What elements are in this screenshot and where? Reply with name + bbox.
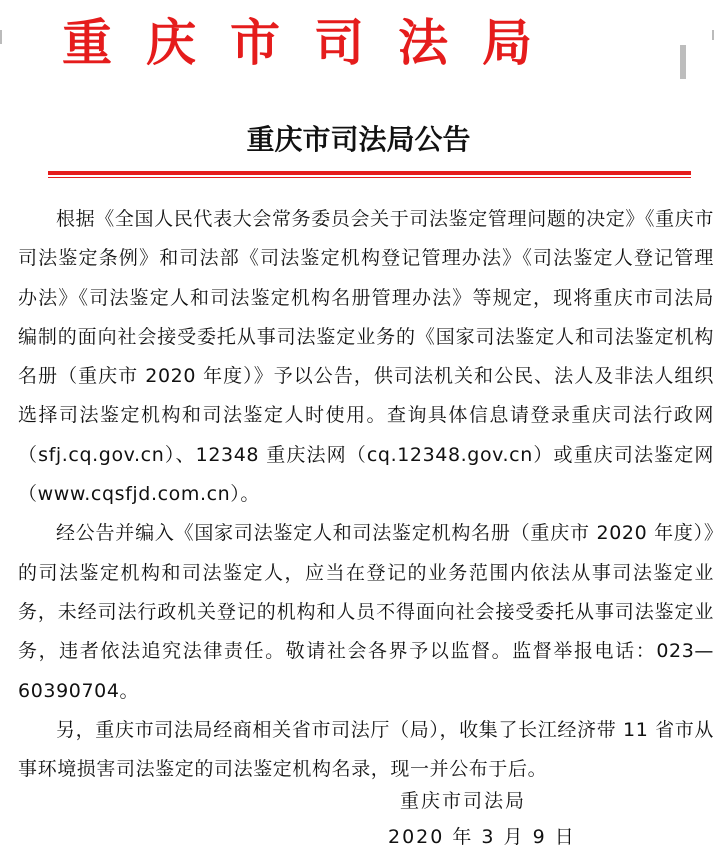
paragraph-1: 根据《全国人民代表大会常务委员会关于司法鉴定管理问题的决定》《重庆市司法鉴定条例》和司法部《司法鉴定机构登记管理办法》《司法鉴定人登记管理办法》《司法鉴定人和司法鉴定机构名册管理办法》等规定，现将重庆市司法局编制的面向社会接受委托从事司法鉴定业务的《国家司法鉴定人和司法鉴定机构名册（重庆市 2020 年度）》予以公告，供司法机关和公民、法人及非法人组织选择司法鉴定机构和司法鉴定人时使用。查询具体信息请登录重庆司法行政网（sfj.cq.gov.cn）、12348 重庆法网（cq.12348.gov.cn）或重庆司法鉴定网（www.cqsfjd.com.cn）。 bbox=[18, 208, 714, 506]
letterhead: 重庆市司法局 bbox=[62, 13, 566, 72]
red-divider-thin bbox=[48, 177, 691, 178]
scrollbar-thumb[interactable] bbox=[680, 45, 686, 79]
notice-body bbox=[18, 200, 714, 789]
page-corner-mark bbox=[0, 30, 2, 44]
page-corner-mark-right bbox=[712, 30, 714, 40]
paragraph-3: 另，重庆市司法局经商相关省市司法厅（局），收集了长江经济带 11 省市从事环境损害司法鉴定的司法鉴定机构名录，现一并公布于后。 bbox=[18, 718, 714, 781]
signature-org: 重庆市司法局 bbox=[400, 790, 527, 812]
notice-title: 重庆市司法局公告 bbox=[246, 123, 471, 156]
signature-date: 2020 年 3 月 9 日 bbox=[388, 826, 576, 848]
red-divider-thick bbox=[48, 171, 691, 175]
paragraph-2: 经公告并编入《国家司法鉴定人和司法鉴定机构名册（重庆市 2020 年度）》的司法鉴定机构和司法鉴定人，应当在登记的业务范围内依法从事司法鉴定业务，未经司法行政机关登记的机构和人员不得面向社会接受委托从事司法鉴定业务，违者依法追究法律责任。敬请社会各界予以监督。监督举报电话：023—60390704。 bbox=[18, 522, 714, 702]
